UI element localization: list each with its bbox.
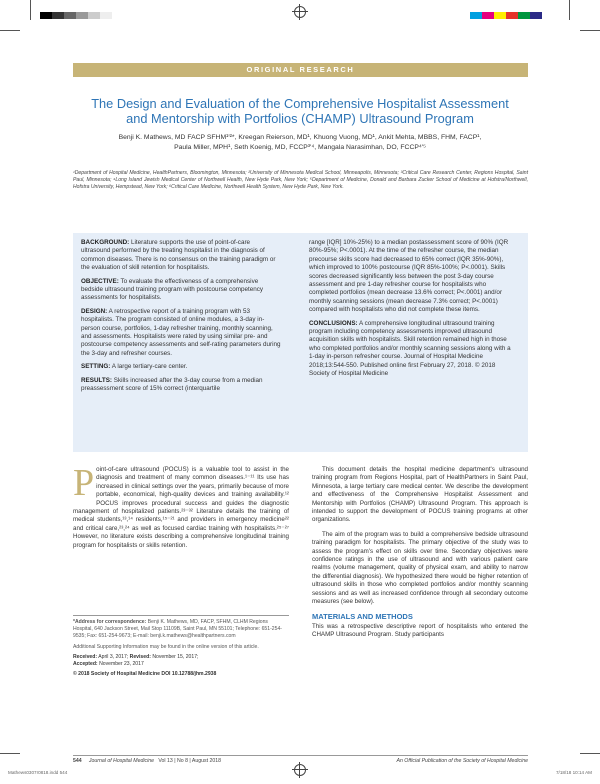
abstract-design: DESIGN: A retrospective report of a training program with 53 hospitalists. The program consisted of online modules, a 3-day in-person course, portfolios, 1-day refresher training, monthly scanning, and assessments. Hospitalists were rated by using similar pre- and postcourse competency assessments and self-rating parameters during the 3-day and refresher courses. [81, 307, 281, 357]
additional-info-note: Additional Supporting Information may be found in the online version of this article. [73, 643, 259, 650]
right-column [312, 466, 528, 646]
crop-mark [30, 0, 31, 20]
registration-mark-bottom [294, 764, 306, 776]
file-slug-right: 7/18/18 10:14 AM [555, 770, 592, 775]
crop-mark [569, 0, 570, 20]
section-banner: ORIGINAL RESEARCH [73, 63, 528, 77]
footer-left [73, 758, 221, 764]
correspondence-address: *Address for correspondence: Benji K. Mathews, MD, FACP, SFHM, CLHM Regions Hospital, 640 Jackson Street, Mail Stop 11109B, Saint Paul, MN 55101; Telephone: 651-254-9535; Fax: 651-254-9673; E-mail: benji.k.mathews@healthpartners.com [73, 619, 282, 640]
authors-line-1: Benji K. Mathews, MD FACP SFHM¹'²*, Kreegan Reierson, MD¹, Khuong Vuong, MD¹, Ankit Mehta, MBBS, FHM, FACP¹, [118, 134, 482, 141]
manuscript-dates: Received: April 3, 2017; Revised: November 15, 2017; Accepted: November 23, 2017 [73, 653, 199, 668]
abstract-objective: OBJECTIVE: To evaluate the effectiveness of a comprehensive bedside ultrasound training program with postcourse competency assessments for hospitalists. [81, 277, 264, 302]
color-bar-left [40, 12, 112, 19]
abstract-results: RESULTS: Skills increased after the 3-day course from a median preassessment score of 15% correct (interquartile [81, 376, 263, 393]
article-title [70, 96, 530, 126]
body-paragraph-2: The aim of the program was to build a comprehensive bedside ultrasound training paradigm for hospitalists. The primary objective of the study was to assess the program's effect on skills over time. Secondary objectives were confidence ratings in the use of ultrasound and with various patient care realms (volume management, quality of physical exam, and ability to narrow the differential diagnosis). We hypothesized there would be higher retention of ultrasound skills in those who completed portfolios and/or monthly scanning sessions and as well as increased confidence through all secondary outcome measures (see below). [312, 530, 528, 606]
abstract-setting: SETTING: A large tertiary-care center. [81, 363, 188, 371]
issue-info: Vol 13 | No 8 | August 2018 [158, 758, 222, 764]
color-bar-right [470, 12, 542, 19]
abstract-column-right [309, 239, 514, 384]
page-number: 544 [73, 758, 82, 764]
intro-paragraph: Point-of-care ultrasound (POCUS) is a valuable tool to assist in the diagnosis and treatment of many common diseases.¹⁻¹¹ Its use has increased in clinical settings over the years, primarily because of more portable, economical, high-quality devices and training availability.¹² POCUS improves procedural success and guides the diagnostic management of hospitalized patients.²³⁻³² Literature details the training of medical students,¹³,¹⁴ residents,¹⁵⁻²¹ and providers in emergency medicine²² and critical care,²³,²⁴ as well as focused cardiac training with hospitalists.²⁵⁻²⁷ However, no literature exists describing a comprehensive longitudinal training program for hospitalists or skills retention. [73, 462, 289, 549]
crop-mark [0, 753, 20, 754]
affiliations: ¹Department of Hospital Medicine, HealthPartners, Bloomington, Minnesota; ²University of Minnesota Medical School, Minneapolis, Minnesota; ³Critical Care Research Center, Regions Hospital, Saint Paul, Minnesota; ⁴Long Island Jewish Medical Center of Northwell Health, New Hyde Park, New York; ⁵Department of Medicine, Donald and Barbara Zucker School of Medicine at Hofstra/Northwell, Hofstra University, Hempstead, New York; ⁶Critical Care Medicine, Northwell Health System, New Hyde Park, New York. [73, 170, 528, 191]
abstract-background: BACKGROUND: Literature supports the use of point-of-care ultrasound performed by the treating hospitalist in the diagnosis of common diseases. There is no consensus on the training paradigm or the evaluation of skill retention for hospitalists. [81, 239, 276, 272]
drop-cap: P [73, 462, 95, 504]
journal-name: Journal of Hospital Medicine [88, 758, 155, 764]
methods-paragraph: This was a retrospective descriptive report of hospitalists who entered the CHAMP Ultrasound Program. Study participants [312, 622, 528, 639]
copyright-doi: © 2018 Society of Hospital Medicine DOI 10.12788/jhm.2938 [73, 671, 217, 678]
file-slug-left: Mathews0307r0818.indd 544 [8, 770, 68, 775]
authors-line-2: Paula Miller, MPH¹, Seth Koenig, MD, FCCP³'⁴, Mangala Narasimhan, DO, FCCP⁴'⁵ [174, 143, 426, 151]
abstract-conclusions: CONCLUSIONS: A comprehensive longitudinal ultrasound training program including competency assessments improved ultrasound acquisition skills with hospitalists. Skill retention remained high in those who completed portfolios and/or monthly scanning sessions along with a 1-day in-person refresher course. Journal of Hospital Medicine 2018;13:544-550. Published online first February 27, 2018. © 2018 Society of Hospital Medicine [309, 319, 511, 378]
footer-right: An Official Publication of the Society of Hospital Medicine [396, 758, 528, 764]
crop-mark [580, 30, 600, 31]
title-line-2: and Mentorship with Portfolios (CHAMP) Ultrasound Program [126, 111, 474, 126]
author-list [90, 133, 510, 152]
title-line-1: The Design and Evaluation of the Comprehensive Hospitalist Assessment [91, 96, 509, 111]
methods-heading: MATERIALS AND METHODS [312, 611, 413, 621]
registration-mark-top [294, 6, 306, 18]
intro-column [73, 462, 289, 556]
crop-mark [580, 753, 600, 754]
abstract-column-left [81, 239, 281, 399]
body-paragraph-1: This document details the hospital medicine department's ultrasound training program from Regions Hospital, part of HealthPartners in Saint Paul, Minnesota, a large tertiary care medical center. We describe the development and effectiveness of the Comprehensive Hospitalist Assessment and Mentorship with Portfolios (CHAMP) Ultrasound Program. This approach is intended to support the development of POCUS training programs at other organizations. [312, 466, 528, 524]
correspondence-block [73, 615, 289, 681]
footer-rule [73, 755, 528, 756]
abstract-box [73, 233, 528, 452]
crop-mark [0, 30, 20, 31]
abstract-results-continued: range [IQR] 10%-25%) to a median postassessment score of 90% (IQR 80%-95%; P<.0001). At the time of the refresher course, the median precourse skills score had decreased to 65% correct (IQR 35%-90%), which improved to 100% postcourse (IQR 85%-100%; P<.0001). Skills scores decreased significantly less between the post 3-day course assessment and pre 1-day refresher course for hospitalists who completed portfolios (mean decrease 13.6% correct; P<.0001) and/or monthly scanning sessions (mean decrease 7.3% correct; P<.0001) compared with hospitalists who did not complete these items. [309, 239, 509, 314]
